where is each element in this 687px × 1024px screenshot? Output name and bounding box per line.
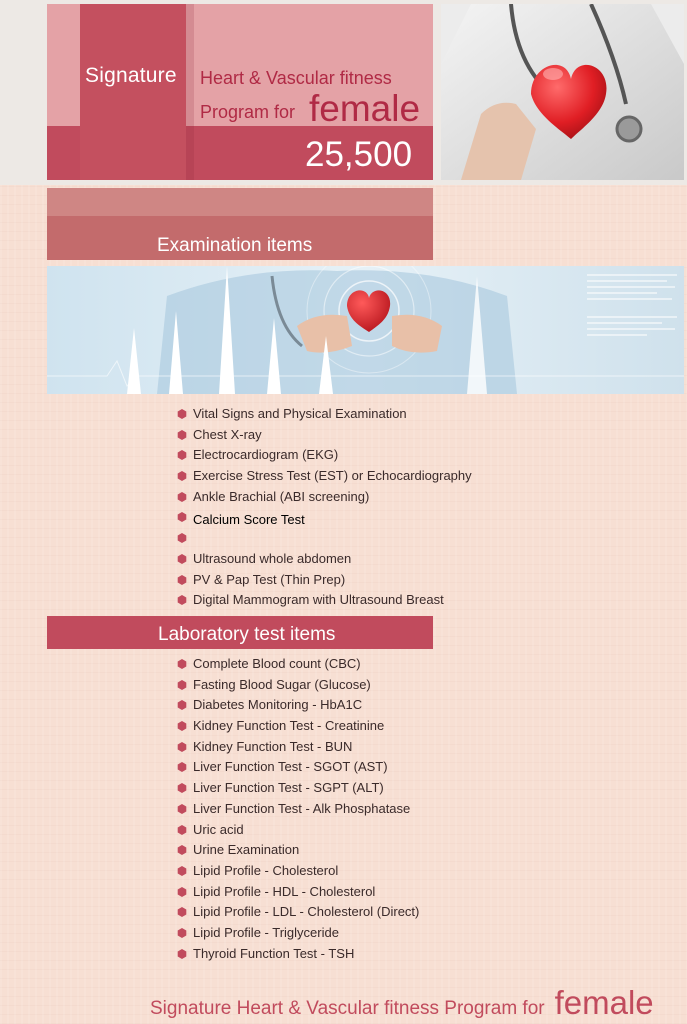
- list-item: [177, 570, 472, 591]
- list-item: [177, 840, 419, 861]
- hexagon-bullet-icon: [177, 762, 187, 772]
- hexagon-bullet-icon: [177, 595, 187, 605]
- examination-header-light: [47, 188, 433, 216]
- list-item: [177, 549, 472, 570]
- list-item-label: Electrocardiogram (EKG): [193, 447, 339, 463]
- hexagon-bullet-icon: [177, 866, 187, 876]
- header-line1: Heart & Vascular fitness: [200, 68, 392, 88]
- list-item-label: Lipid Profile - Triglyceride: [193, 924, 339, 940]
- list-item: [177, 675, 419, 696]
- list-item: [177, 528, 472, 549]
- examination-list: [177, 404, 472, 611]
- hexagon-bullet-icon: [177, 409, 187, 419]
- laboratory-title: Laboratory test items: [158, 624, 336, 645]
- hexagon-bullet-icon: [177, 907, 187, 917]
- list-item: [177, 778, 419, 799]
- list-item: [177, 404, 472, 425]
- list-item-label: Urine Examination: [193, 842, 300, 858]
- list-item: [177, 654, 419, 675]
- list-item: [177, 590, 472, 611]
- hexagon-bullet-icon: [177, 492, 187, 502]
- list-item-label: Chest X-ray: [193, 426, 262, 442]
- list-item-label: Diabetes Monitoring - HbA1C: [193, 697, 363, 713]
- hexagon-bullet-icon: [177, 804, 187, 814]
- list-item: [177, 507, 472, 528]
- doctor-heart-photo: [441, 4, 684, 180]
- list-item-label: Ankle Brachial (ABI screening): [193, 488, 370, 504]
- header-column: [80, 4, 186, 180]
- list-item-label: Calcium Score Test: [193, 512, 305, 528]
- list-item-label: Liver Function Test - Alk Phosphatase: [193, 800, 411, 816]
- heart-ecg-illustration: [47, 266, 684, 394]
- list-item: [177, 882, 419, 903]
- list-item-label: Uric acid: [193, 821, 244, 837]
- list-item: [177, 466, 472, 487]
- list-item-label: Kidney Function Test - Creatinine: [193, 718, 385, 734]
- list-item-label: Lipid Profile - LDL - Cholesterol (Direct): [193, 904, 420, 920]
- list-item: [177, 944, 419, 965]
- hexagon-bullet-icon: [177, 450, 187, 460]
- doctor-heart-illustration: [441, 4, 684, 180]
- hexagon-bullet-icon: [177, 700, 187, 710]
- list-item-label: Kidney Function Test - BUN: [193, 738, 353, 754]
- header-signature: Signature: [85, 64, 177, 87]
- list-item-label: Liver Function Test - SGPT (ALT): [193, 780, 384, 796]
- list-item: [177, 716, 419, 737]
- hexagon-bullet-icon: [177, 928, 187, 938]
- hexagon-bullet-icon: [177, 742, 187, 752]
- footer: [150, 984, 654, 1022]
- list-item: [177, 902, 419, 923]
- hexagon-bullet-icon: [177, 783, 187, 793]
- hexagon-bullet-icon: [177, 825, 187, 835]
- list-item-label: Exercise Stress Test (EST) or Echocardiography: [193, 468, 472, 484]
- list-item-label: Fasting Blood Sugar (Glucose): [193, 676, 371, 692]
- list-item: [177, 737, 419, 758]
- footer-text: Signature Heart & Vascular fitness Program for: [150, 998, 545, 1019]
- list-item: [177, 923, 419, 944]
- list-item: [177, 487, 472, 508]
- hexagon-bullet-icon: [177, 949, 187, 959]
- laboratory-list: [177, 654, 419, 964]
- list-item-label: Vital Signs and Physical Examination: [193, 406, 407, 421]
- list-item: [177, 445, 472, 466]
- list-item: [177, 425, 472, 446]
- list-item: [177, 799, 419, 820]
- hexagon-bullet-icon: [177, 721, 187, 731]
- list-item-label: Liver Function Test - SGOT (AST): [193, 759, 388, 775]
- hexagon-bullet-icon: [177, 512, 187, 522]
- hexagon-bullet-icon: [177, 471, 187, 481]
- list-item-label: Lipid Profile - HDL - Cholesterol: [193, 883, 376, 899]
- header-column-shadow: [186, 4, 194, 180]
- list-item-label: Complete Blood count (CBC): [193, 656, 361, 671]
- list-item-label: Digital Mammogram with Ultrasound Breast: [193, 592, 444, 608]
- hexagon-bullet-icon: [177, 430, 187, 440]
- hexagon-bullet-icon: [177, 575, 187, 585]
- header-price: 25,500: [305, 135, 413, 174]
- list-item-label: PV & Pap Test (Thin Prep): [193, 571, 346, 587]
- examination-title: Examination items: [157, 235, 313, 256]
- list-item-label: Lipid Profile - Cholesterol: [193, 862, 339, 878]
- header-line2-prefix: Program for: [200, 102, 296, 122]
- hexagon-bullet-icon: [177, 845, 187, 855]
- hexagon-bullet-icon: [177, 680, 187, 690]
- list-item: [177, 757, 419, 778]
- list-item-label: Ultrasound whole abdomen: [193, 550, 352, 566]
- list-item: [177, 695, 419, 716]
- list-item-label: Thyroid Function Test - TSH: [193, 945, 355, 961]
- list-item: [177, 861, 419, 882]
- header-female: female: [309, 88, 421, 129]
- hexagon-bullet-icon: [177, 554, 187, 564]
- hexagon-bullet-icon: [177, 887, 187, 897]
- hexagon-bullet-icon: [177, 533, 187, 543]
- hexagon-bullet-icon: [177, 659, 187, 669]
- list-item: [177, 820, 419, 841]
- heart-ecg-banner: [47, 266, 684, 394]
- footer-female: female: [554, 984, 654, 1021]
- header-card: [47, 4, 433, 180]
